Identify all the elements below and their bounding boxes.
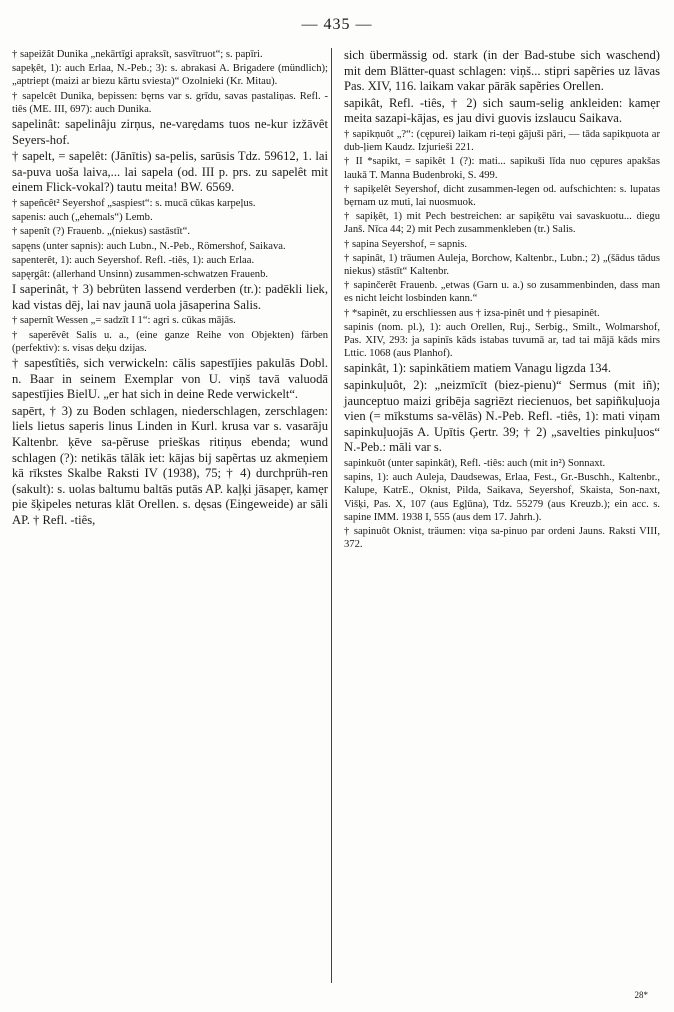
signature-mark: 28*: [634, 990, 648, 1000]
dictionary-entry: † sapinuôt Oknist, träumen: viņa sa-pinuo par ordeni Jauns. Raksti VIII, 372.: [344, 526, 660, 551]
dictionary-entry: sapinkuôt (unter sapinkât), Refl. -tiês: auch (mit in²) Sonnaxt.: [344, 457, 606, 469]
dictionary-entry: † sapeižât Dunika „nekārtīgi apraksīt, sasvītruot“; s. papīri.: [12, 49, 263, 60]
dictionary-entry: † sapinčerêt Frauenb. „etwas (Garn u. a.) so zusammenbinden, dass man es nicht leicht losbinden kann.“: [344, 280, 660, 305]
page-number: — 435 —: [301, 16, 373, 33]
dictionary-entry: † saperẽvêt Salis u. a., (eine ganze Reihe von Objekten) färben (perfektiv): s. visas deķu dzijas.: [12, 329, 328, 354]
dictionary-entry: I saperinât, † 3) bebrüten lassend verderben (tr.): padēkli liek, kad vistas dēj, lai nav jaunā uola jāsaperina Salis.: [12, 282, 328, 312]
dictionary-entry: sich übermässig od. stark (in der Bad-stube sich waschend) mit dem Blätter-quast schlagen: viņš... stipri sapẽries uz lāvas Pas. XIV, 116. laikam vakar pārāk sapẽries Orellen.: [344, 48, 660, 94]
right-column: [344, 48, 660, 552]
dictionary-entry: sapelinât: sapelinâju zirņus, ne-varẹdams tuos ne-kur izžāvêt Seyers-hof.: [12, 117, 328, 147]
dictionary-entry: sapenterêt, 1): auch Seyershof. Refl. -tiês, 1): auch Erlaa.: [12, 254, 255, 266]
column-divider: [331, 48, 332, 983]
dictionary-entry: sapinkuļuôt, 2): „neizmīcīt (biez-pienu)“ Sermus (mit iñ); jaunceptuo maizi gribēja sagriēzt riecienuos, bet sapiñkuļuoja vien (= mīkstums sa-vēlās) N.-Peb. Refl. -tiês, 1): mati viņam sapinkuļuojās A. Upītis Ģertr. 39; † 2) „savelties pinkuļuos“ N.-Peb.: māli var s.: [344, 378, 660, 455]
dictionary-entry: sapeķêt, 1): auch Erlaa, N.-Peb.; 3): s. abrakasi A. Brigadere (mündlich); „aptriept (maizi ar biezu kārtu sviesta)“ Ozolnieki (Kr. Mitau).: [12, 63, 328, 88]
dictionary-entry: † sapiķêt, 1) mit Pech bestreichen: ar sapiķētu vai savaskuotu... diegu Janš. Nīca 44; 2) mit Pech zusammenkleben (tr.) Salis.: [344, 211, 660, 236]
left-column: [12, 48, 328, 530]
dictionary-entry: † sapenît (?) Frauenb. „(niekus) sastāstīt“.: [12, 226, 190, 238]
dictionary-entry: sapinkât, 1): sapinkātiem matiem Vanagu ligzda 134.: [344, 361, 611, 376]
dictionary-entry: † II *sapikt, = sapikêt 1 (?): mati... sapikuši līda nuo cępures apakšas laukā T. Manna Budenbroki, S. 499.: [344, 156, 660, 181]
dictionary-entry: sapikât, Refl. -tiês, † 2) sich saum-selig ankleiden: kamẹr meita sazapi-kājas, es jau divi guovis izslaucu Saikava.: [344, 95, 660, 126]
dictionary-entry: † sapeñcêt² Seyershof „saspiest“: s. mucā cūkas karpeļus.: [12, 197, 256, 209]
dictionary-entry: † sapestîtiês, sich verwickeln: cālis sapestījies pakulās Dobl. n. Baar in seinem Exemplar von U. viņš tavā valuodā sapestījies BielU. „er hat sich in deine Rede verwickelt“.: [12, 356, 328, 402]
dictionary-entry: sapęrgât: (allerhand Unsinn) zusammen-schwatzen Frauenb.: [12, 269, 269, 280]
dictionary-entry: † sapernît Wessen „= sadzīt I 1“: agri s. cūkas mājās.: [12, 315, 236, 327]
dictionary-entry: sapērt, † 3) zu Boden schlagen, niederschlagen, zerschlagen: liels lietus saperis linus Linden in Kurl. krusa var s. vasarāju Kaltenbr. ķēve sa-pẽruse prieškas ritiņus ebenda; wund schlagen (?): netikās tālāk iet: kājas bij sapẽrtas uz akmeņiem kā rīkstes Skalbe Raksti IV (1938), 75; † 4) durchprüh-ren (sakult): s. uolas baltumu baltās putās AP. kaļķi jāsapẹr, kamẹr pie šķipeles neturas klāt Orellen. s. dęsas (Eingeweide) ar sāli AP. † Refl. -tiês,: [12, 403, 328, 527]
dictionary-entry: † sapiķelêt Seyershof, dicht zusammen-legen od. aufschichten: s. lupatas bẹrnam uz muti, lai nuosmuok.: [344, 183, 660, 208]
dictionary-entry: † sapina Seyershof, = sapnis.: [344, 238, 468, 250]
dictionary-entry: sapinis (nom. pl.), 1): auch Orellen, Ruj., Serbig., Smilt., Wolmarshof, Pas. XIV, 293: ja sapinīs kāds istabas tuvumā ar, tad tai mājā kāds mirs Lttic. 1068 (aus Planhof).: [344, 321, 660, 360]
dictionary-entry: † *sapinêt, zu erschliessen aus † izsa-pinêt und † piesapinêt.: [344, 307, 600, 319]
dictionary-entry: † sapelt, = sapelêt: (Jānītis) sa-pelis, sarūsis Tdz. 59612, 1. lai sa-puva uoša laiva,... lai sapela (od. III p. prs. zu sapelêt mit einem Flick-vokal?) tautu meita! BW. 6569.: [12, 149, 328, 195]
dictionary-entry: † sapinât, 1) träumen Auleja, Borchow, Kaltenbr., Lubn.; 2) „(šādus tādus niekus) stāstīt“ Kaltenbr.: [344, 252, 660, 277]
dictionary-entry: † sapikņuôt „?“: (cępurei) laikam ri-teņi gājuši pāri, — tāda sapikņuota ar dub-ļiem Kaudz. Izjurieši 221.: [344, 128, 660, 154]
dictionary-entry: sapęns (unter sapnis): auch Lubn., N.-Peb., Römershof, Saikava.: [12, 240, 286, 252]
dictionary-entry: sapins, 1): auch Auleja, Daudsewas, Erlaa, Fest., Gr.-Buschh., Kaltenbr., Kalupe, KatrE., Oknist, Pilda, Saikava, Seyershof, Skaista, Son-naxt, Višķi, Pas. X, 107 (aus Egļūna), Tdz. 55279 (aus Kreuzb.); ein acc. s. sapine IMM. 1938 I, 555 (aus dem 17. Jahrh.).: [344, 472, 660, 523]
dictionary-entry: † sapelcêt Dunika, bepissen: bęrns var s. grīdu, savas pastaliņas. Refl. -tiês (ME. III, 697): auch Dunika.: [12, 90, 328, 115]
dictionary-entry: sapenis: auch („ehemals“) Lemb.: [12, 212, 153, 224]
